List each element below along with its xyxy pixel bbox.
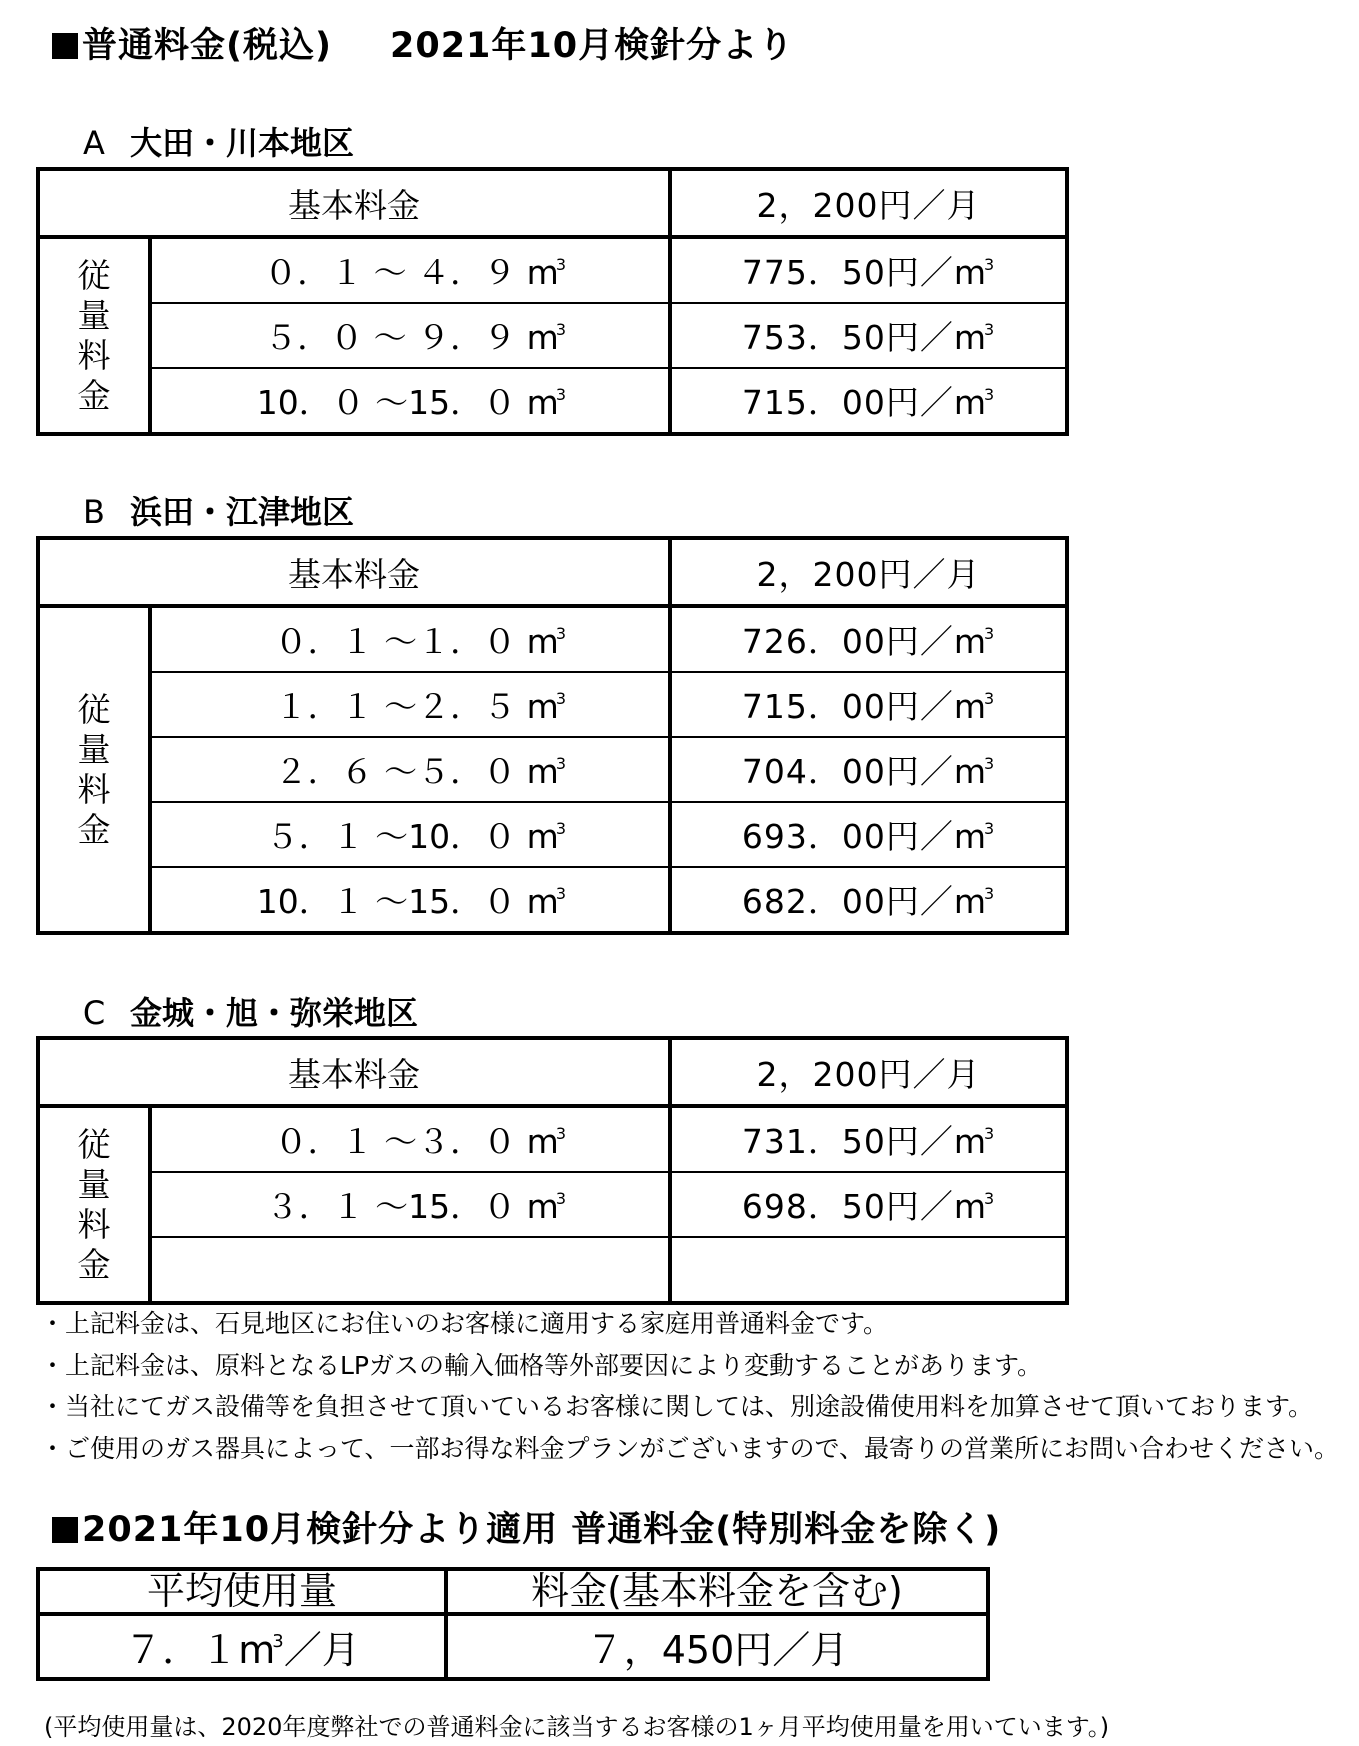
usage-price xyxy=(670,1237,1067,1303)
usage-price: 726．00円$/m^3$ xyxy=(670,606,1067,672)
usage-range: ２．６ ～５．０ $m^3$ xyxy=(150,737,670,802)
table-row xyxy=(38,1106,1067,1172)
usage-range: ０．１ ～ ４．９ $m^3$ xyxy=(150,237,670,303)
average-value-row xyxy=(38,1614,988,1679)
usage-range xyxy=(150,1237,670,1303)
side-char: 従 xyxy=(77,255,111,295)
average-title-text: 2021年10月検針分より適用 普通料金(特別料金を除く) xyxy=(82,1510,1002,1550)
usage-price: 775．50円$/m^3$ xyxy=(670,237,1067,303)
section-area: 浜田・江津地区 xyxy=(130,493,355,531)
average-section-title xyxy=(52,1502,1001,1552)
basic-rate-label: 基本料金 xyxy=(38,1038,670,1106)
side-char: 量 xyxy=(77,295,111,335)
footnote: (平均使用量は、2020年度弊社での普通料金に該当するお客様の1ヶ月平均使用量を用いています。) xyxy=(44,1713,1110,1741)
usage-rate-side-label xyxy=(38,237,150,434)
usage-price: 704．00円$/m^3$ xyxy=(670,737,1067,802)
usage-range: ０．１ ～１．０ $m^3$ xyxy=(150,606,670,672)
side-char: 金 xyxy=(77,809,111,849)
usage-range: 10．０ ～15．０ $m^3$ xyxy=(150,368,670,434)
usage-price: 698．50円$/m^3$ xyxy=(670,1172,1067,1237)
usage-range: 10．１ ～15．０ $m^3$ xyxy=(150,867,670,933)
usage-rate-side-label xyxy=(38,1106,150,1303)
basic-rate-row xyxy=(38,1038,1067,1106)
page-title xyxy=(52,18,794,68)
note-item: ・上記料金は、石見地区にお住いのお客様に適用する家庭用普通料金です。 xyxy=(40,1309,889,1338)
section-letter: A xyxy=(83,124,105,162)
section-area: 金城・旭・弥栄地区 xyxy=(130,994,419,1032)
side-char: 従 xyxy=(77,1124,111,1164)
basic-rate-label: 基本料金 xyxy=(38,169,670,237)
average-header-row xyxy=(38,1569,988,1614)
table-row xyxy=(38,303,1067,368)
title-left: 普通料金(税込) xyxy=(82,26,332,66)
usage-price: 731．50円$/m^3$ xyxy=(670,1106,1067,1172)
basic-rate-label: 基本料金 xyxy=(38,538,670,606)
usage-price: 693．00円$/m^3$ xyxy=(670,802,1067,867)
note-item: ・上記料金は、原料となるLPガスの輸入価格等外部要因により変動することがあります。 xyxy=(40,1350,1043,1380)
usage-range: ３．１ ～15．０ $m^3$ xyxy=(150,1172,670,1237)
table-row xyxy=(38,672,1067,737)
section-letter: C xyxy=(82,994,106,1032)
square-bullet-icon xyxy=(52,1517,78,1543)
usage-price: 682．00円$/m^3$ xyxy=(670,867,1067,933)
basic-rate-price: 2，200円／月 xyxy=(670,169,1067,237)
side-char: 金 xyxy=(77,1244,111,1284)
notes xyxy=(40,1303,1339,1469)
section-letter: B xyxy=(83,493,105,531)
section-area: 大田・川本地区 xyxy=(130,124,355,162)
section-c-heading xyxy=(58,988,418,1034)
note-item: ・当社にてガス設備等を負担させて頂いているお客様に関しては、別途設備使用料を加算させて頂いております。 xyxy=(40,1392,1314,1421)
table-row xyxy=(38,368,1067,434)
side-char: 料 xyxy=(77,335,111,375)
table-row xyxy=(38,237,1067,303)
basic-rate-price: 2，200円／月 xyxy=(670,538,1067,606)
table-row xyxy=(38,802,1067,867)
usage-price: 753．50円$/m^3$ xyxy=(670,303,1067,368)
section-a-heading xyxy=(58,118,354,164)
title-right: 2021年10月検針分より xyxy=(390,26,795,66)
table-row xyxy=(38,867,1067,933)
side-char: 料 xyxy=(77,769,111,809)
side-char: 従 xyxy=(77,689,111,729)
usage-range: ０．１ ～３．０ $m^3$ xyxy=(150,1106,670,1172)
table-row xyxy=(38,737,1067,802)
note-item: ・ご使用のガス器具によって、一部お得な料金プランがございますので、最寄りの営業所にお問い合わせください。 xyxy=(40,1433,1340,1463)
usage-range: ５．１ ～10．０ $m^3$ xyxy=(150,802,670,867)
basic-rate-row xyxy=(38,538,1067,606)
side-char: 量 xyxy=(77,1164,111,1204)
usage-rate-side-label xyxy=(38,606,150,933)
table-row xyxy=(38,606,1067,672)
usage-price: 715．00円$/m^3$ xyxy=(670,368,1067,434)
usage-range: ５．０ ～ ９．９ $m^3$ xyxy=(150,303,670,368)
basic-rate-price: 2，200円／月 xyxy=(670,1038,1067,1106)
section-b-heading xyxy=(58,487,354,533)
square-bullet-icon xyxy=(52,33,78,59)
side-char: 料 xyxy=(77,1204,111,1244)
table-row-empty xyxy=(38,1237,1067,1303)
side-char: 金 xyxy=(77,375,111,415)
rate-table-b xyxy=(36,536,1069,935)
basic-rate-row xyxy=(38,169,1067,237)
average-usage-header: 平均使用量 xyxy=(38,1569,446,1614)
rate-table-a xyxy=(36,167,1069,436)
table-row xyxy=(38,1172,1067,1237)
usage-range: １．１ ～２．５ $m^3$ xyxy=(150,672,670,737)
rate-table-c xyxy=(36,1036,1069,1305)
side-char: 量 xyxy=(77,729,111,769)
average-price-header: 料金(基本料金を含む) xyxy=(446,1569,988,1614)
usage-price: 715．00円$/m^3$ xyxy=(670,672,1067,737)
average-usage-value: ７．$1m^3/$月 xyxy=(38,1614,446,1679)
average-price-value: ７，450円／月 xyxy=(446,1614,988,1679)
average-table xyxy=(36,1567,990,1681)
